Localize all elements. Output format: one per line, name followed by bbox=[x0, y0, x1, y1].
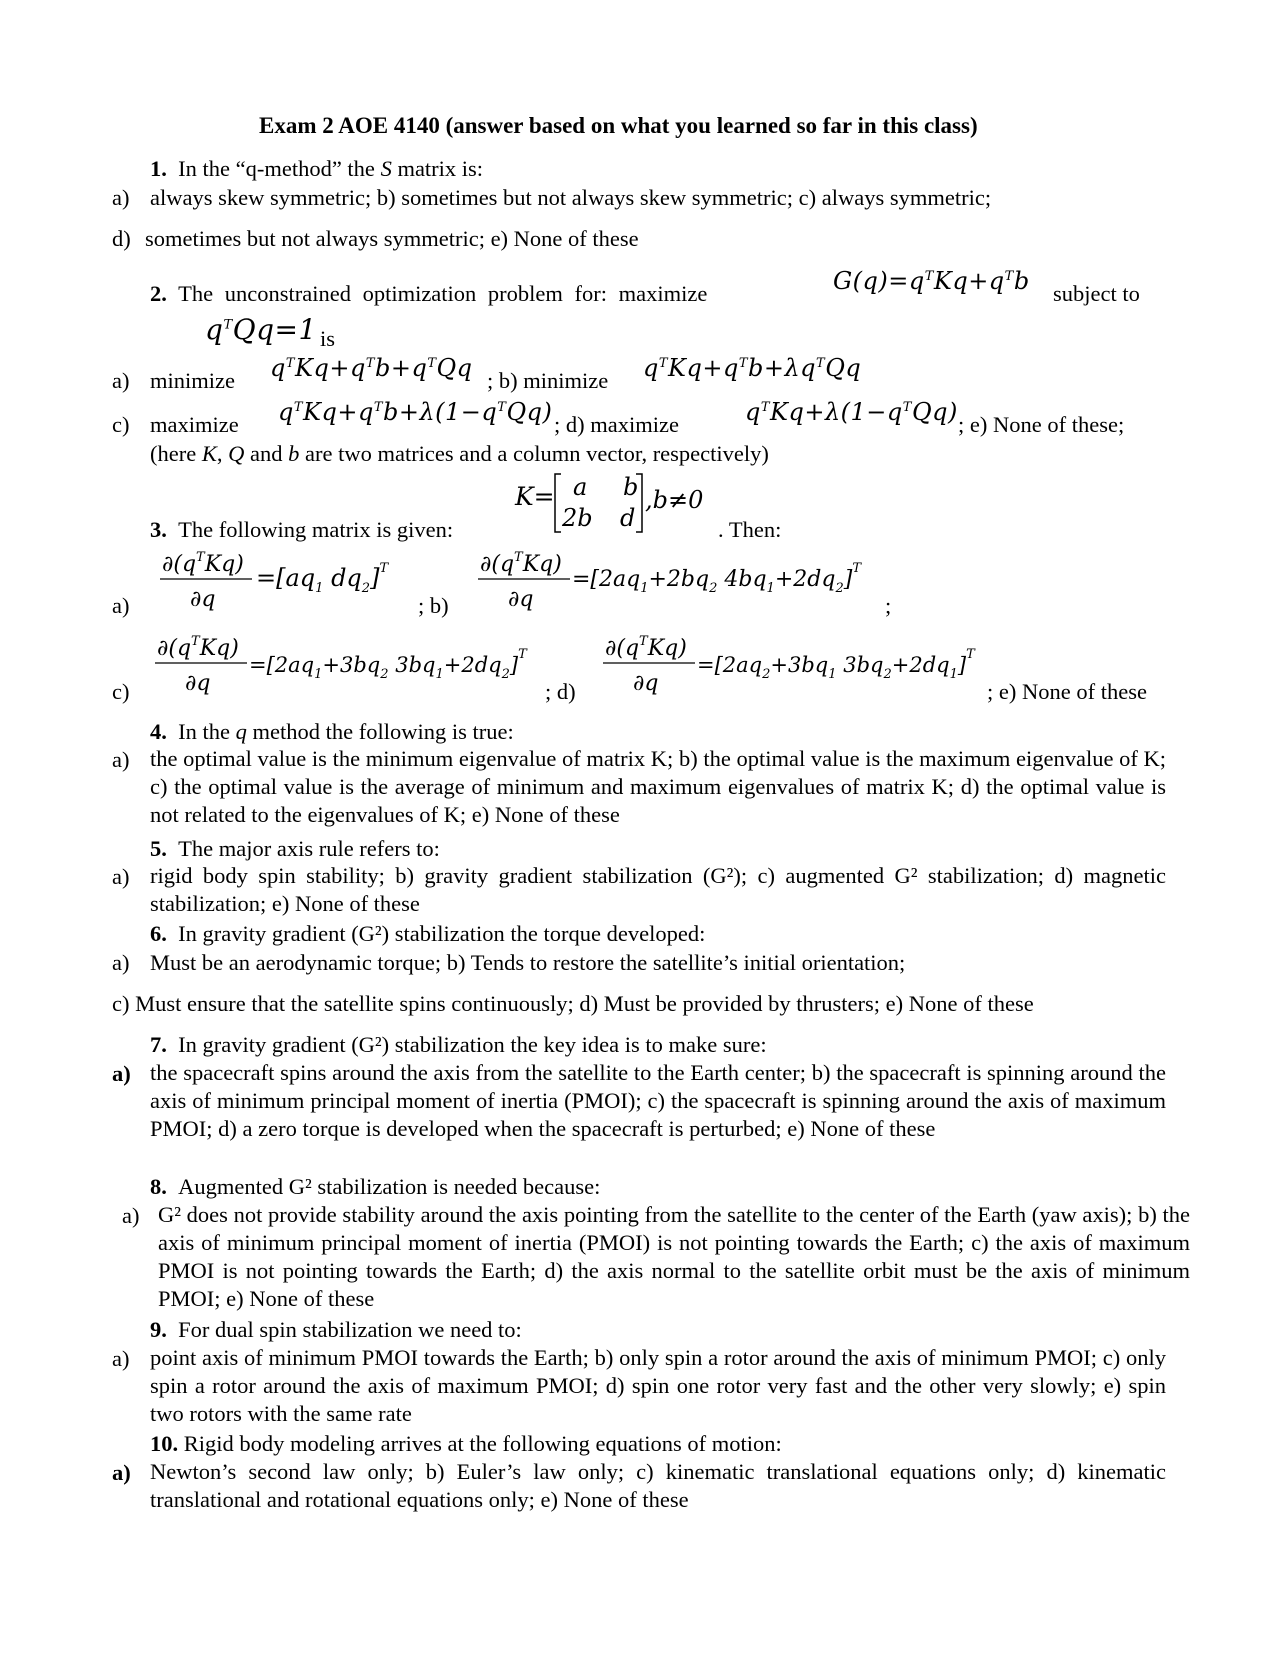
stem-text: The following matrix is given: bbox=[178, 517, 454, 542]
svg-text:b: b bbox=[623, 473, 639, 501]
options-paragraph: G² does not provide stability around the axis pointing from the satellite to the center of the Earth (yaw axis); b) the axis of minimum principal moment of inertia (PMOI) is not pointing towards the Earth; c) the axis of maximum PMOI is not pointing towards the Earth; d) the axis normal to the satellite orbit must be the axis of minimum PMOI; e) None of these bbox=[158, 1202, 1190, 1311]
constraint-formula: $q^TQq=1$ bbox=[205, 313, 317, 346]
stem-text: method the following is true: bbox=[246, 719, 514, 744]
stem-text: Augmented G² stabilization is needed because: bbox=[178, 1174, 601, 1199]
is-label: is bbox=[320, 326, 336, 351]
stem-text: matrix is: bbox=[391, 156, 484, 181]
question-8-stem bbox=[150, 1174, 600, 1200]
question-number: 4. bbox=[150, 719, 167, 744]
question-4-stem bbox=[150, 719, 514, 745]
options-paragraph: Newton’s second law only; b) Euler’s law only; c) kinematic translational equations only; d) kinematic translational and rotational equations only; e) None of these bbox=[150, 1459, 1166, 1512]
option-d-formula bbox=[603, 630, 1003, 700]
svg-text:K=: K= bbox=[515, 482, 555, 511]
option-e-text: ; e) None of these bbox=[987, 679, 1147, 704]
stem-text: In the “q-method” the bbox=[178, 156, 381, 181]
option-d-formula: $q^TKq+\lambda(1-q^TQq)$ bbox=[745, 398, 958, 426]
option-label: a) bbox=[112, 368, 130, 393]
svg-text:=[2aq2+3bq1 3bq2+2dq1]T: $=[2aq_2+3bq_1$ $3bq_2+2dq_1]^T$ bbox=[697, 647, 975, 682]
stem-text: In the bbox=[178, 719, 236, 744]
note-part: are two matrices and a column vector, respectively) bbox=[299, 441, 769, 466]
option-b-text: ; b) minimize bbox=[487, 368, 609, 393]
svg-text:∂(qTKq): $\partial(q^TKq)$ bbox=[157, 634, 239, 661]
options-paragraph: the optimal value is the minimum eigenvalue of matrix K; b) the optimal value is the maximum eigenvalue of K; c) the optimal value is the average of minimum and maximum eigenvalues of matrix K; d) the optimal value is not related to the eigenvalues of K; e) None of these bbox=[150, 746, 1166, 827]
option-c-formula: $q^TKq+q^Tb+\lambda(1-q^TQq)$ bbox=[278, 398, 553, 426]
question-number: 5. bbox=[150, 836, 167, 861]
symbol: Q bbox=[228, 441, 245, 466]
option-label: a) bbox=[112, 864, 130, 889]
svg-text:=[aq1 dq2]T: $=[aq_1$ $dq_2]^T$ bbox=[256, 561, 389, 596]
question-number: 10. bbox=[150, 1431, 179, 1456]
option-d-text: ; d) maximize bbox=[554, 412, 679, 437]
question-number: 6. bbox=[150, 921, 167, 946]
svg-text:∂(qTKq): $\partial(q^TKq)$ bbox=[162, 550, 244, 577]
option-c-formula bbox=[155, 630, 555, 700]
matrix-symbol: S bbox=[380, 156, 392, 181]
stem-text: The unconstrained optimization problem for: maximize bbox=[178, 281, 708, 306]
question-7-stem bbox=[150, 1032, 767, 1058]
stem-text: In gravity gradient (G²) stabilization the torque developed: bbox=[178, 921, 706, 946]
matrix-K-formula bbox=[515, 470, 705, 536]
options-paragraph: rigid body spin stability; b) gravity gradient stabilization (G²); c) augmented G² stabilization; d) magnetic stabilization; e) None of these bbox=[150, 863, 1166, 916]
question-number: 2. bbox=[150, 281, 167, 306]
svg-text:∂q: ∂q bbox=[633, 671, 659, 696]
subject-to-label: subject to bbox=[1053, 281, 1140, 306]
question-9-stem bbox=[150, 1317, 522, 1343]
option-d-sep: ; d) bbox=[545, 679, 576, 704]
then-label: . Then: bbox=[718, 517, 782, 542]
svg-text:,b≠0: ,b≠0 bbox=[645, 486, 704, 514]
question-number: 9. bbox=[150, 1317, 167, 1342]
option-b-formula: $q^TKq+q^Tb+\lambda q^TQq$ bbox=[643, 354, 862, 382]
svg-text:∂(qTKq): $\partial(q^TKq)$ bbox=[605, 634, 687, 661]
question-3-stem bbox=[150, 517, 453, 543]
symbol: q bbox=[235, 719, 247, 744]
svg-text:a: a bbox=[573, 473, 588, 501]
question-number: 7. bbox=[150, 1032, 167, 1057]
option-label: a) bbox=[112, 593, 130, 618]
svg-text:=[2aq1+2bq2 4bq1+2dq2]T: $=[2aq_1+2bq_2$ $4bq_1+2dq_2]^T$ bbox=[572, 561, 861, 596]
option-b-end: ; bbox=[885, 593, 892, 618]
svg-text:∂(qTKq): $\partial(q^TKq)$ bbox=[480, 550, 562, 577]
option-label: a) bbox=[112, 950, 130, 975]
note-text bbox=[150, 441, 769, 467]
options-line: always skew symmetric; b) sometimes but not always skew symmetric; c) always symmetric; bbox=[150, 185, 992, 210]
stem-text: Rigid body modeling arrives at the following equations of motion: bbox=[183, 1431, 782, 1456]
question-number: 1. bbox=[150, 156, 167, 181]
option-label: a) bbox=[112, 1061, 131, 1086]
option-b-sep: ; b) bbox=[418, 593, 449, 618]
svg-text:=[2aq1+3bq2 3bq1+2dq2]T: $=[2aq_1+3bq_2$ $3bq_1+2dq_2]^T$ bbox=[249, 647, 527, 682]
option-label: a) bbox=[112, 747, 130, 772]
options-paragraph: point axis of minimum PMOI towards the Earth; b) only spin a rotor around the axis of minimum PMOI; c) only spin a rotor around the axis of maximum PMOI; d) spin one rotor very fast and the other very slowly; e) spin two rotors with the same rate bbox=[150, 1345, 1166, 1426]
option-label: a) bbox=[112, 185, 130, 210]
option-label: a) bbox=[112, 1346, 130, 1371]
svg-text:∂q: ∂q bbox=[508, 587, 534, 612]
question-number: 8. bbox=[150, 1174, 167, 1199]
objective-formula: $G(q)=q^TKq+q^Tb$ bbox=[833, 267, 1030, 295]
question-2-stem bbox=[150, 281, 707, 307]
options-paragraph: the spacecraft spins around the axis from the satellite to the Earth center; b) the spacecraft is spinning around the axis of minimum principal moment of inertia (PMOI); c) the spacecraft is spinning around the axis of maximum PMOI; d) a zero torque is developed when the spacecraft is perturbed; e) None of these bbox=[150, 1060, 1166, 1141]
stem-text: The major axis rule refers to: bbox=[178, 836, 440, 861]
option-a-text: minimize bbox=[150, 368, 235, 393]
options-line: c) Must ensure that the satellite spins continuously; d) Must be provided by thrusters; e) None of these bbox=[112, 991, 1034, 1016]
option-label: a) bbox=[112, 1460, 131, 1485]
option-e-text: ; e) None of these; bbox=[958, 412, 1125, 437]
option-label: c) bbox=[112, 412, 130, 437]
note-part: , bbox=[216, 441, 229, 466]
svg-text:d: d bbox=[620, 504, 636, 532]
svg-text:∂q: ∂q bbox=[190, 587, 216, 612]
option-c-text: maximize bbox=[150, 412, 239, 437]
symbol: b bbox=[288, 441, 300, 466]
note-part: and bbox=[244, 441, 289, 466]
question-10-stem bbox=[150, 1431, 782, 1457]
option-label: c) bbox=[112, 679, 130, 704]
stem-text: In gravity gradient (G²) stabilization the key idea is to make sure: bbox=[178, 1032, 767, 1057]
question-1-stem bbox=[150, 156, 483, 182]
option-b-formula bbox=[478, 546, 898, 616]
question-number: 3. bbox=[150, 517, 167, 542]
svg-text:2b: 2b bbox=[562, 504, 593, 532]
symbol: K bbox=[201, 441, 217, 466]
options-line: sometimes but not always symmetric; e) None of these bbox=[145, 226, 639, 251]
option-label: a) bbox=[122, 1203, 140, 1228]
note-part: (here bbox=[150, 441, 202, 466]
options-line: Must be an aerodynamic torque; b) Tends to restore the satellite’s initial orientation; bbox=[150, 950, 906, 975]
option-a-formula: $q^TKq+q^Tb+q^TQq$ bbox=[270, 354, 473, 382]
page-title: Exam 2 AOE 4140 (answer based on what you learned so far in this class) bbox=[259, 113, 978, 138]
question-5-stem bbox=[150, 836, 440, 862]
stem-text: For dual spin stabilization we need to: bbox=[178, 1317, 522, 1342]
question-6-stem bbox=[150, 921, 705, 947]
option-a-formula bbox=[160, 546, 410, 616]
option-label: d) bbox=[112, 226, 131, 251]
svg-text:∂q: ∂q bbox=[185, 671, 211, 696]
